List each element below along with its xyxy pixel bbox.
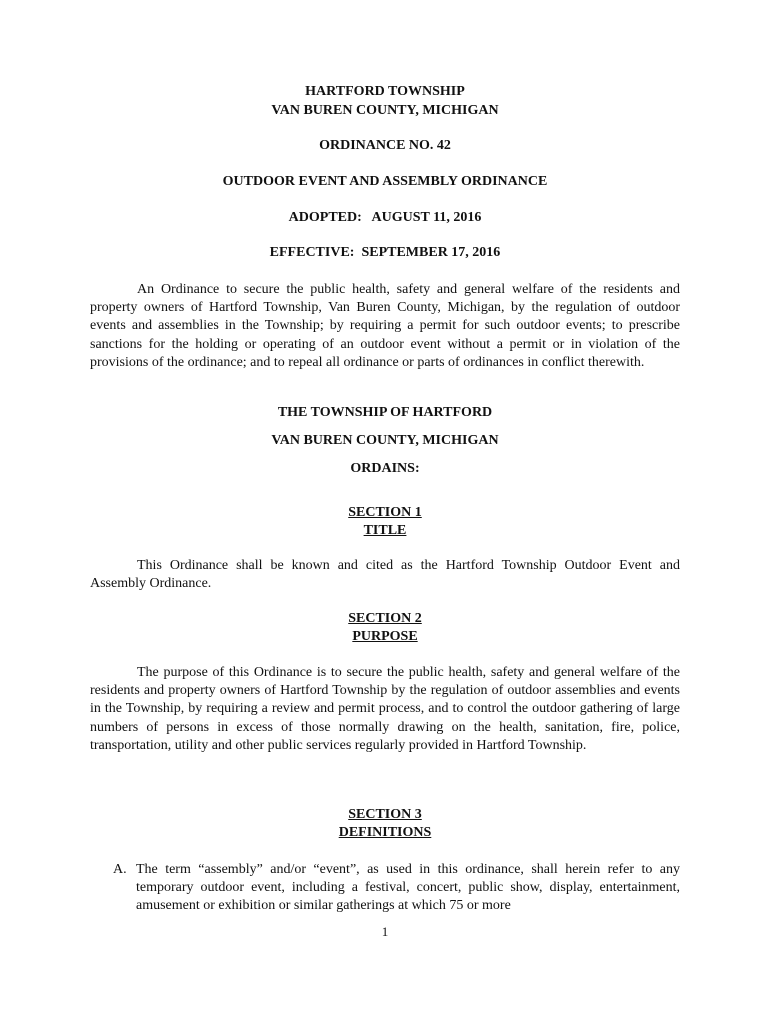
- section-2-body: The purpose of this Ordinance is to secure the public health, safety and general welfare of the residents and property owners of Hartford Township by the regulation of outdoor assemblies and events in the Township, by requiring a review and permit process, and to control the outdoor gathering of large numbers of persons in excess of those normally drawing on the health, sanitation, fire, police, transportation, utility and other public services regularly provided in Hartford Township.: [90, 665, 680, 753]
- definition-marker: A.: [113, 862, 127, 877]
- section-2-number: SECTION 2: [348, 611, 422, 626]
- effective-date: EFFECTIVE: SEPTEMBER 17, 2016: [269, 245, 501, 260]
- ordinance-title: OUTDOOR EVENT AND ASSEMBLY ORDINANCE: [222, 174, 548, 189]
- enacting-ordains: ORDAINS:: [350, 461, 420, 476]
- adopted-date: ADOPTED: AUGUST 11, 2016: [288, 210, 482, 225]
- section-1-body: This Ordinance shall be known and cited as the Hartford Township Outdoor Event and Assembly Ordinance.: [90, 558, 680, 592]
- definition-text: The term “assembly” and/or “event”, as used in this ordinance, shall herein refer to any temporary outdoor event, including a festival, concert, public show, display, entertainment, amusement or exhibition or similar gatherings at which 75 or more: [136, 862, 680, 914]
- section-3-number: SECTION 3: [348, 807, 422, 822]
- enacting-county: VAN BUREN COUNTY, MICHIGAN: [271, 433, 499, 448]
- ordinance-number: ORDINANCE NO. 42: [319, 138, 451, 153]
- enacting-township: THE TOWNSHIP OF HARTFORD: [277, 405, 493, 420]
- page-number: 1: [381, 924, 389, 939]
- preamble-paragraph: An Ordinance to secure the public health, safety and general welfare of the residents and property owners of Hartford Township, Van Buren County, Michigan, by the regulation of outdoor events and assemblies in the Township; by requiring a permit for such outdoor events; to prescribe sanctions for the holding or operating of an outdoor event without a permit or in violation of the provisions of the ordinance; and to repeal all ordinance or parts of ordinances in conflict therewith.: [90, 282, 680, 370]
- section-2-title: PURPOSE: [352, 629, 418, 644]
- section-1-number: SECTION 1: [348, 505, 422, 520]
- header-county: VAN BUREN COUNTY, MICHIGAN: [271, 103, 499, 118]
- section-1-title: TITLE: [363, 523, 407, 538]
- section-3-title: DEFINITIONS: [338, 825, 432, 840]
- definition-item: [113, 861, 680, 916]
- header-township: HARTFORD TOWNSHIP: [305, 84, 465, 99]
